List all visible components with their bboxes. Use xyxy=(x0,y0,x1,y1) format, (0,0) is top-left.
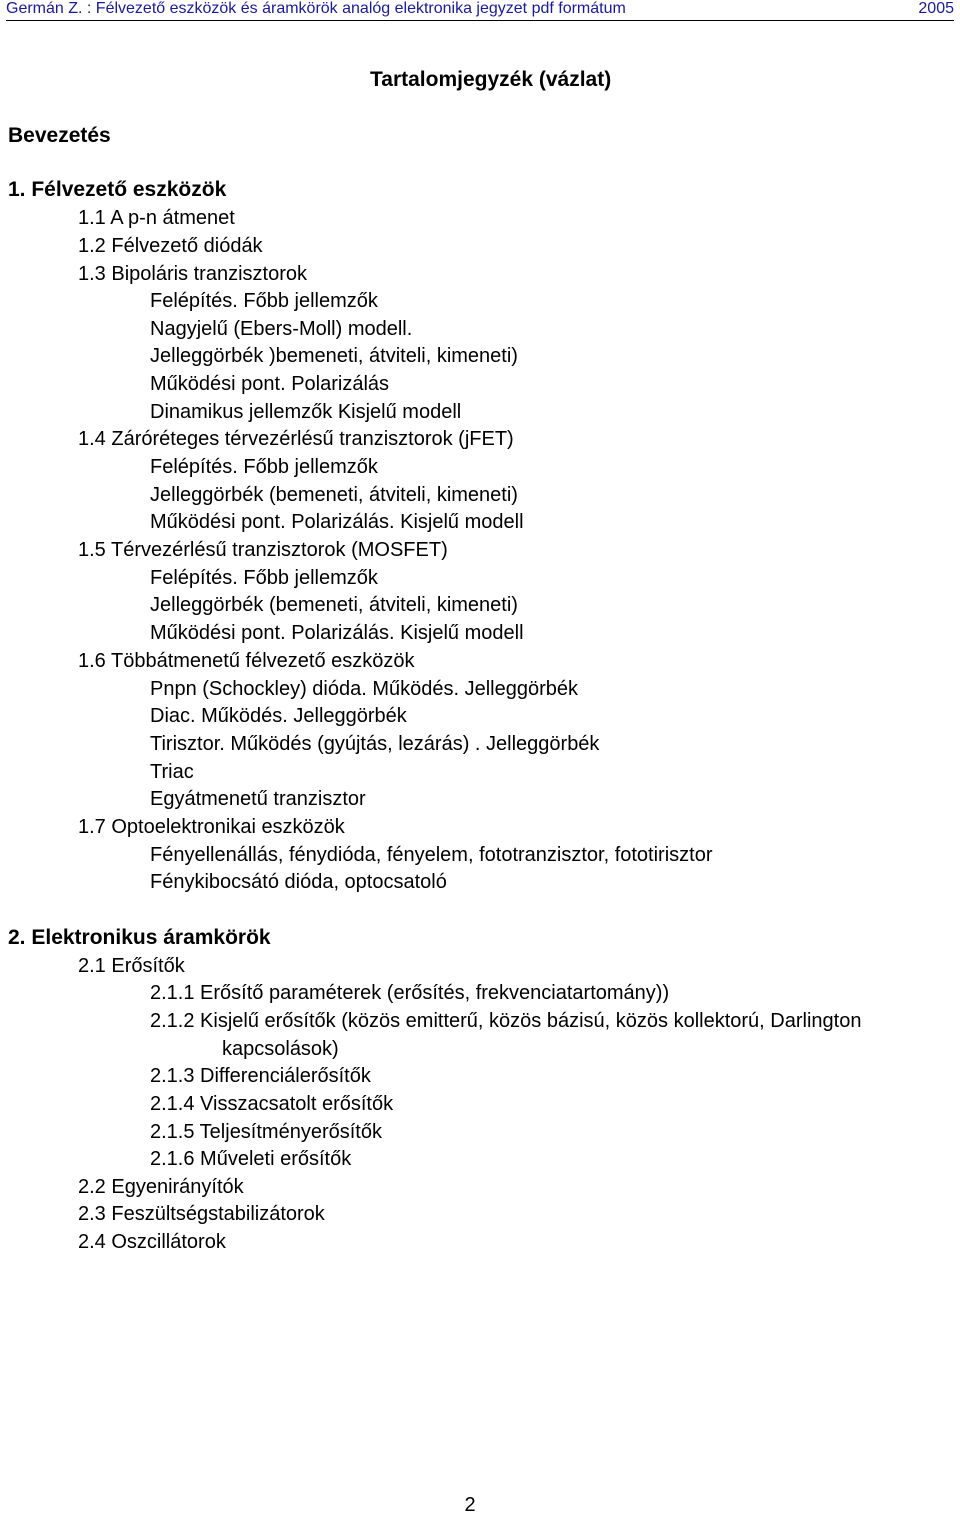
toc-item: 1.3 Bipoláris tranzisztorok xyxy=(78,263,307,285)
toc-subitem: Egyátmenetű tranzisztor xyxy=(150,788,366,810)
toc-subitem: Működési pont. Polarizálás. Kisjelű modell xyxy=(150,622,524,644)
toc-subitem: 2.1.1 Erősítő paraméterek (erősítés, frekvenciatartomány)) xyxy=(150,982,670,1004)
toc-subitem: 2.1.4 Visszacsatolt erősítők xyxy=(150,1093,394,1115)
toc-subitem: Jelleggörbék (bemeneti, átviteli, kimeneti) xyxy=(150,484,518,506)
header-year: 2005 xyxy=(918,0,954,17)
toc-item: 1.5 Térvezérlésű tranzisztorok (MOSFET) xyxy=(78,539,448,561)
toc-subitem: Felépítés. Főbb jellemzők xyxy=(150,290,378,312)
toc-subitem: Fénykibocsátó dióda, optocsatoló xyxy=(150,871,447,893)
toc-item: 2.1 Erősítők xyxy=(78,955,185,977)
toc-item: 2.4 Oszcillátorok xyxy=(78,1231,226,1253)
toc-subitem: Diac. Működés. Jelleggörbék xyxy=(150,705,407,727)
toc-subitem: Jelleggörbék (bemeneti, átviteli, kimeneti) xyxy=(150,594,518,616)
toc-subitem: Dinamikus jellemzők Kisjelű modell xyxy=(150,401,462,423)
toc-subitem: Működési pont. Polarizálás. Kisjelű modell xyxy=(150,511,524,533)
toc-subitem: Fényellenállás, fénydióda, fényelem, fototranzisztor, fototirisztor xyxy=(150,844,713,866)
toc-subitem: 2.1.6 Műveleti erősítők xyxy=(150,1148,352,1170)
toc-item: 1.2 Félvezető diódák xyxy=(78,235,263,257)
toc-subitem: 2.1.5 Teljesítményerősítők xyxy=(150,1121,382,1143)
page-number: 2 xyxy=(464,1494,476,1516)
toc-subitem: 2.1.3 Differenciálerősítők xyxy=(150,1065,371,1087)
toc-subitem: Jelleggörbék )bemeneti, átviteli, kimeneti) xyxy=(150,345,518,367)
section-intro: Bevezetés xyxy=(8,124,111,147)
toc-item: 1.7 Optoelektronikai eszközök xyxy=(78,816,345,838)
toc-subitem: Pnpn (Schockley) dióda. Működés. Jelleggörbék xyxy=(150,678,579,700)
section-2-heading: 2. Elektronikus áramkörök xyxy=(8,926,271,949)
toc-subitem-continuation: kapcsolások) xyxy=(222,1038,339,1060)
toc-subitem: Triac xyxy=(150,761,194,783)
toc-subitem: 2.1.2 Kisjelű erősítők (közös emitterű, közös bázisú, közös kollektorú, Darlington xyxy=(150,1010,862,1032)
toc-item: 1.1 A p-n átmenet xyxy=(78,207,235,229)
toc-subitem: Felépítés. Főbb jellemzők xyxy=(150,567,378,589)
page-title: Tartalomjegyzék (vázlat) xyxy=(370,68,612,91)
toc-item: 2.3 Feszültségstabilizátorok xyxy=(78,1203,325,1225)
header-title: Germán Z. : Félvezető eszközök és áramkörök analóg elektronika jegyzet pdf formátum xyxy=(6,0,626,17)
toc-item: 2.2 Egyenirányítók xyxy=(78,1176,244,1198)
toc-subitem: Működési pont. Polarizálás xyxy=(150,373,390,395)
toc-subitem: Tirisztor. Működés (gyújtás, lezárás) . Jelleggörbék xyxy=(150,733,600,755)
section-1-heading: 1. Félvezető eszközök xyxy=(8,178,227,201)
toc-subitem: Felépítés. Főbb jellemzők xyxy=(150,456,378,478)
toc-subitem: Nagyjelű (Ebers-Moll) modell. xyxy=(150,318,413,340)
toc-item: 1.6 Többátmenetű félvezető eszközök xyxy=(78,650,415,672)
page-header xyxy=(6,0,954,21)
toc-item: 1.4 Záróréteges térvezérlésű tranzisztorok (jFET) xyxy=(78,428,514,450)
